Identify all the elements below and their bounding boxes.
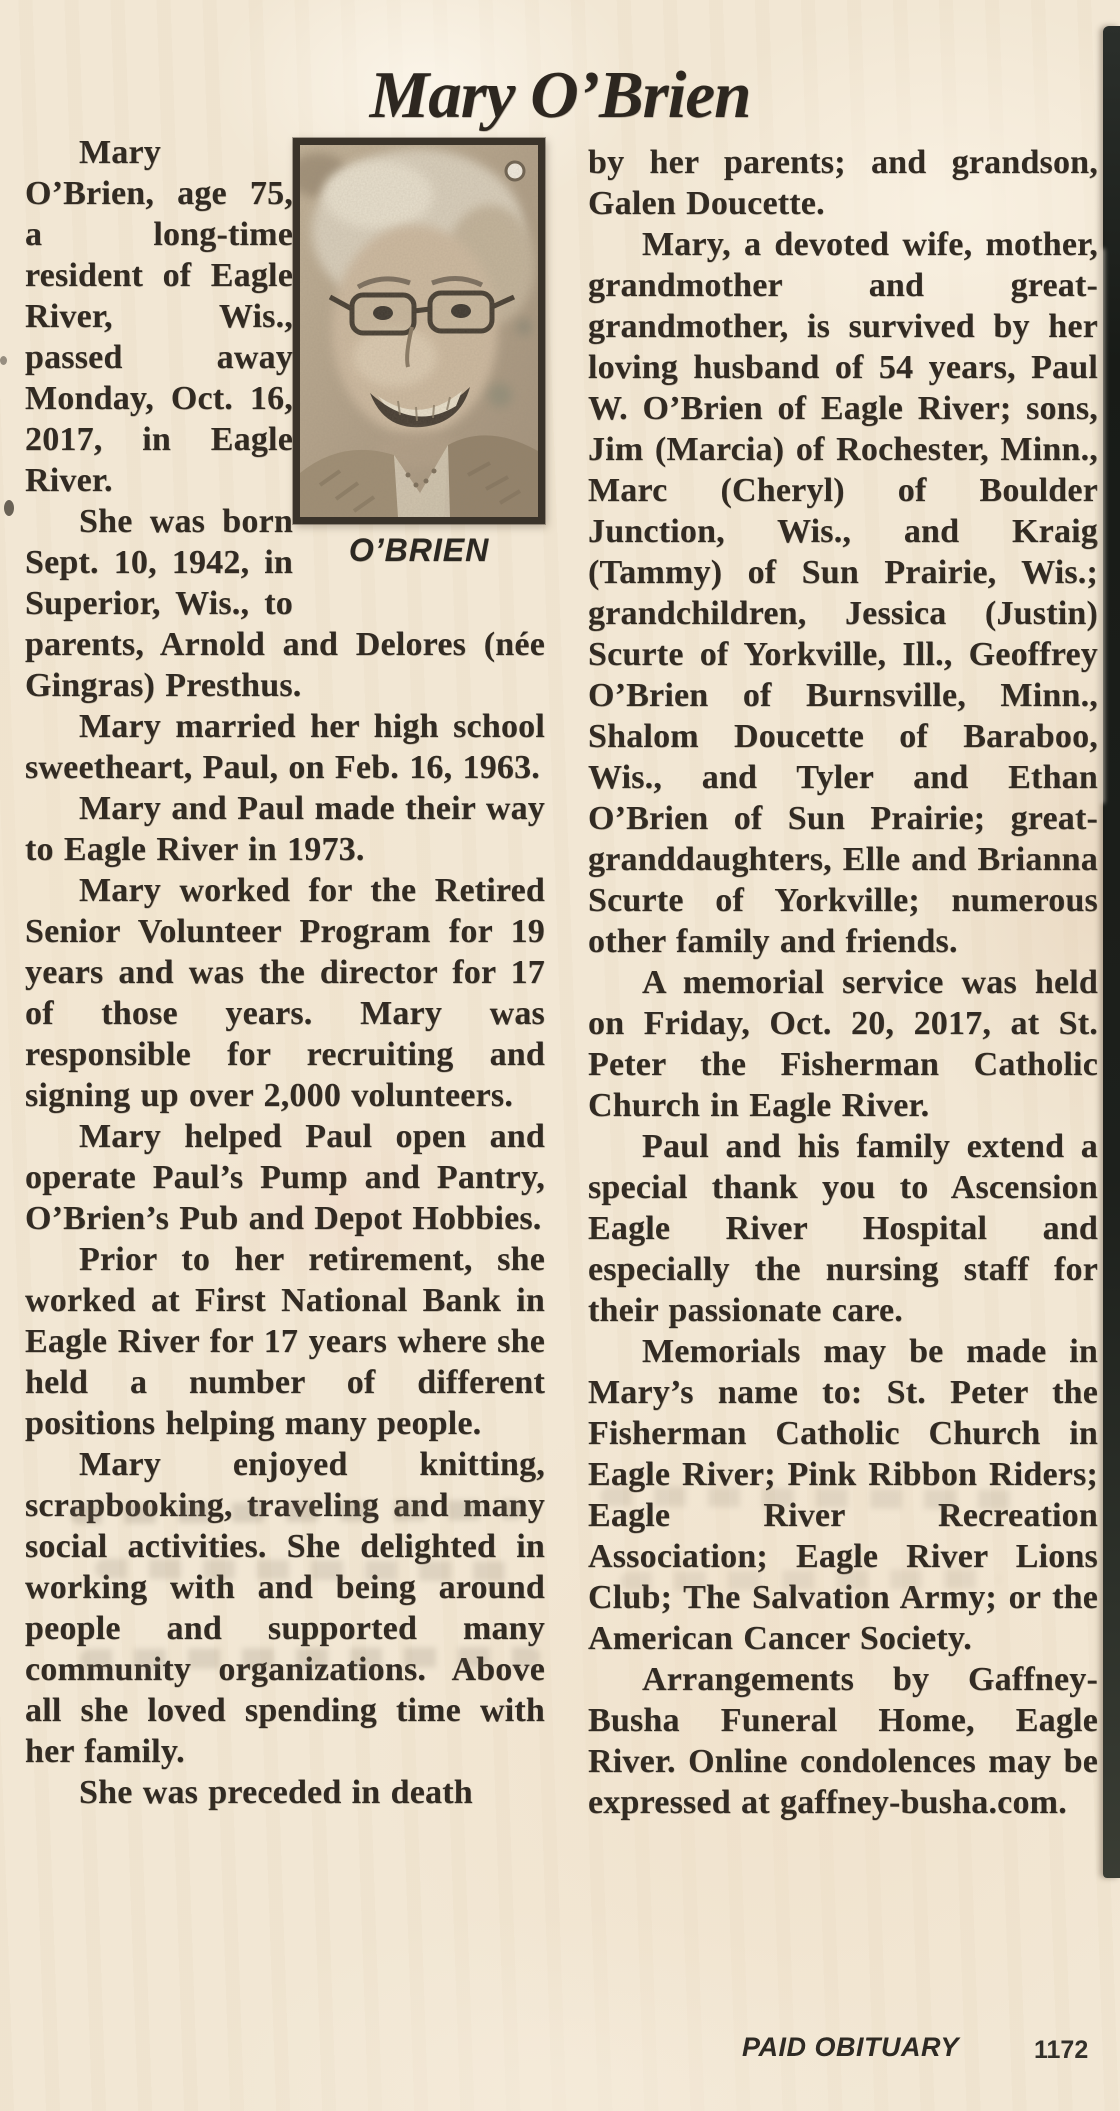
page-title: Mary O’Brien: [369, 57, 751, 132]
notice-number: 1172: [1034, 2036, 1089, 2064]
paragraph: Mary and Paul made their way to Eagle River in 1973.: [25, 790, 545, 868]
portrait-photo: [293, 138, 545, 524]
paragraph: She was born Sept. 10, 1942, in Superior, Wis., to parents, Arnold and Delores (née Gingras) Presthus.: [25, 503, 545, 704]
paragraph: by her parents; and grandson, Galen Doucette.: [588, 144, 1098, 222]
paragraph: Mary helped Paul open and operate Paul’s Pump and Pantry, O’Brien’s Pub and Depot Hobbies.: [25, 1118, 545, 1237]
paragraph: Mary worked for the Retired Senior Volunteer Program for 19 years and was the director for 17 of those years. Mary was responsible for recruiting and signing up over 2,000 volunteers.: [25, 872, 545, 1114]
paragraph: A memorial service was held on Friday, Oct. 20, 2017, at St. Peter the Fisherman Catholic Church in Eagle River.: [588, 964, 1098, 1124]
ink-speck: [4, 500, 14, 516]
paragraph: Mary married her high school sweetheart, Paul, on Feb. 16, 1963.: [25, 708, 545, 786]
right-column: [588, 142, 1098, 1823]
portrait-illustration: [300, 145, 538, 517]
ink-speck: [0, 356, 7, 365]
right-column-text: [588, 142, 1098, 1823]
paragraph: Arrangements by Gaffney-Busha Funeral Home, Eagle River. Online condolences may be expressed at gaffney-busha.com.: [588, 1661, 1098, 1821]
paragraph: Mary, a devoted wife, mother, grandmother and great-grandmother, is survived by her loving husband of 54 years, Paul W. O’Brien of Eagle River; sons, Jim (Marcia) of Rochester, Minn., Marc (Cheryl) of Boulder Junction, Wis., and Kraig (Tammy) of Sun Prairie, Wis.; grandchildren, Jessica (Justin) Scurte of Yorkville, Ill., Geoffrey O’Brien of Burnsville, Minn., Shalom Doucette of Baraboo, Wis., and Tyler and Ethan O’Brien of Sun Prairie; great-granddaughters, Elle and Brianna Scurte of Yorkville; numerous other family and friends.: [588, 226, 1098, 960]
paragraph: Paul and his family extend a special thank you to Ascension Eagle River Hospital and especially the nursing staff for their passionate care.: [588, 1128, 1098, 1329]
torn-edge-shadow: [1103, 26, 1120, 1878]
paragraph: Memorials may be made in Mary’s name to: St. Peter the Fisherman Catholic Church in Eagle River; Pink Ribbon Riders; Eagle River Recreation Association; Eagle River Lions Club; The Salvation Army; or the American Cancer Society.: [588, 1333, 1098, 1657]
paid-obituary-label: PAID OBITUARY: [742, 2032, 960, 2062]
left-column: [25, 132, 545, 1813]
paragraph: She was preceded in death: [79, 1774, 473, 1811]
paragraph: Mary O’Brien, age 75, a long-time resident of Eagle River, Wis., passed away Monday, Oct. 16, 2017, in Eagle River.: [25, 134, 293, 499]
paragraph: Mary enjoyed knitting, scrapbooking, traveling and many social activities. She delighted in working with and being around people and supported many community organizations. Above all she loved spending time with her family.: [25, 1446, 545, 1770]
paragraph: Prior to her retirement, she worked at First National Bank in Eagle River for 17 years where she held a number of different positions helping many people.: [25, 1241, 545, 1442]
photo-caption: O’BRIEN: [348, 532, 490, 568]
portrait-figure: [293, 138, 545, 570]
